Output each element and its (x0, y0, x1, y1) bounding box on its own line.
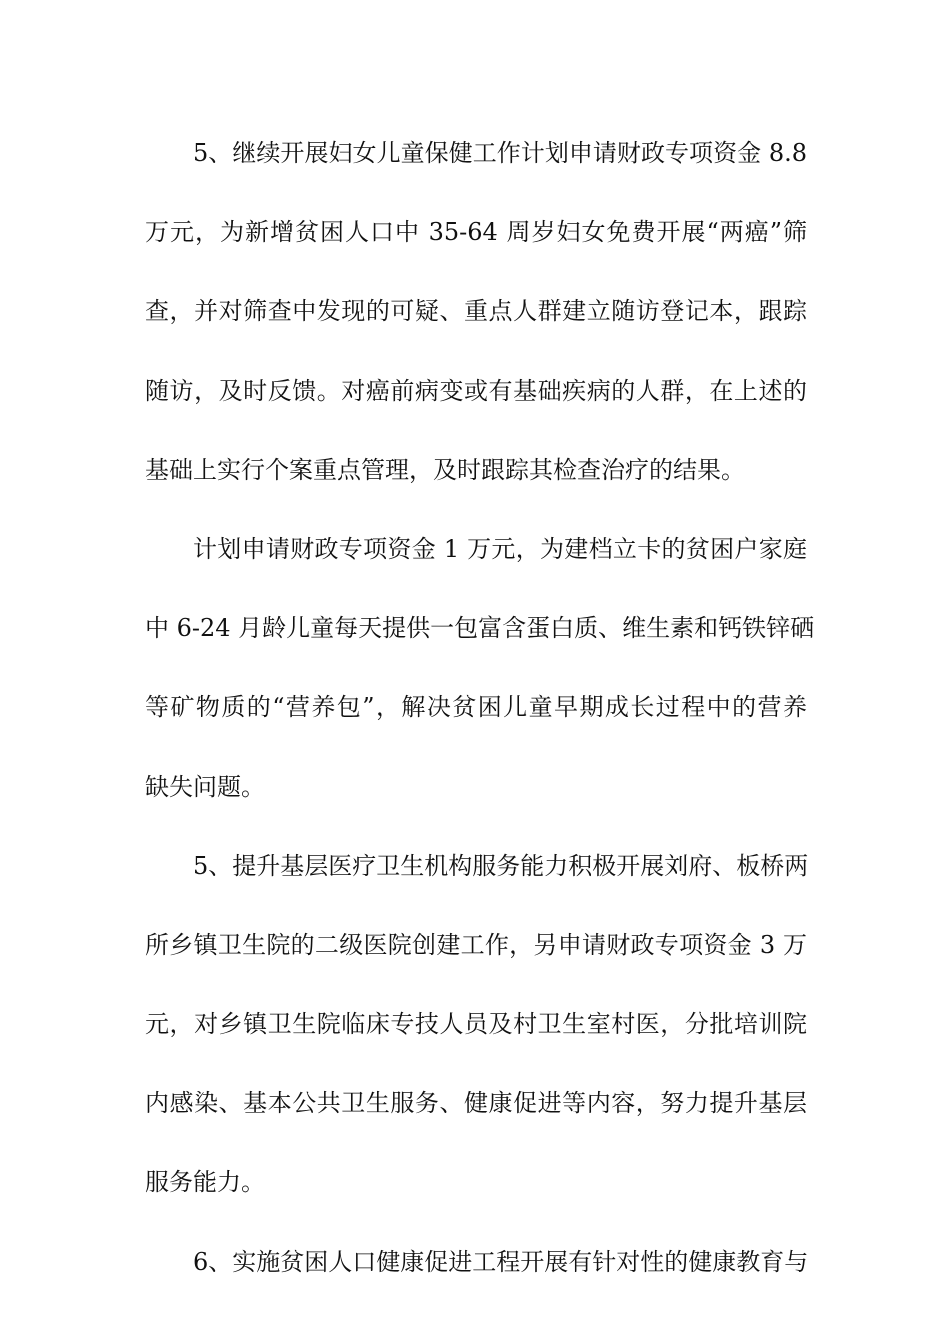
paragraph-line: 计划申请财政专项资金 1 万元，为建档立卡的贫困户家庭 (193, 534, 807, 563)
paragraph-line: 缺失问题。 (145, 772, 265, 801)
paragraph-line: 元，对乡镇卫生院临床专技人员及村卫生室村医，分批培训院 (145, 1010, 807, 1039)
paragraph-line: 5、继续开展妇女儿童保健工作计划申请财政专项资金 8.8 (193, 139, 807, 167)
paragraph-line: 服务能力。 (145, 1168, 265, 1197)
paragraph-line: 内感染、基本公共卫生服务、健康促进等内容，努力提升基层 (145, 1089, 807, 1118)
paragraph-line: 基础上实行个案重点管理，及时跟踪其检查治疗的结果。 (145, 455, 745, 484)
paragraph-line: 所乡镇卫生院的二级医院创建工作，另申请财政专项资金 3 万 (145, 930, 807, 959)
paragraph-line: 万元，为新增贫困人口中 35-64 周岁妇女免费开展“两癌”筛 (145, 218, 807, 247)
paragraph-line: 中 6-24 月龄儿童每天提供一包富含蛋白质、维生素和钙铁锌硒 (145, 614, 815, 643)
paragraph-line: 6、实施贫困人口健康促进工程开展有针对性的健康教育与 (193, 1247, 809, 1276)
paragraph-line: 5、提升基层医疗卫生机构服务能力积极开展刘府、板桥两 (193, 851, 809, 880)
document-body (145, 128, 815, 1316)
paragraph-line: 查，并对筛查中发现的可疑、重点人群建立随访登记本，跟踪 (145, 297, 807, 326)
paragraph-line: 等矿物质的“营养包”，解决贫困儿童早期成长过程中的营养 (145, 693, 807, 722)
paragraph-line: 随访，及时反馈。对癌前病变或有基础疾病的人群，在上述的 (145, 376, 807, 405)
